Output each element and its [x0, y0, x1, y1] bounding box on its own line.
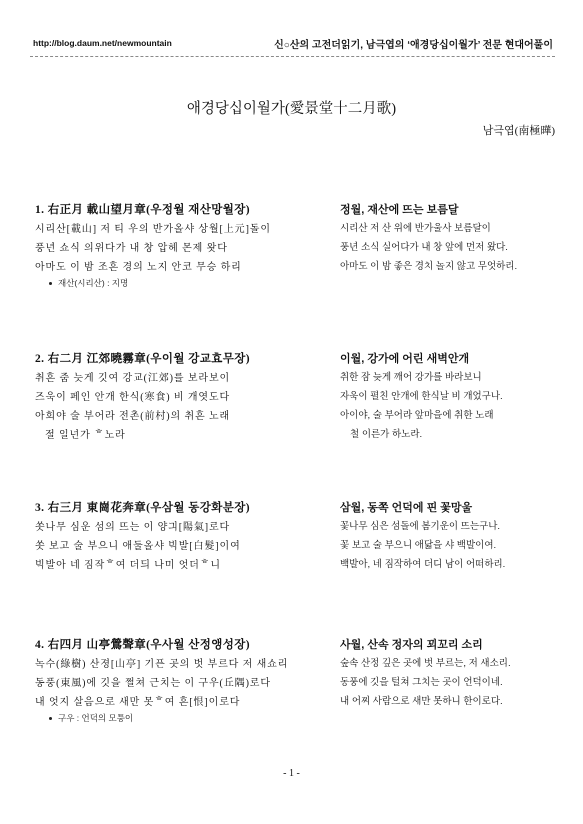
- modern-line: 시리산 저 산 위에 반가울사 보름달이: [340, 223, 491, 234]
- modern-column: [340, 349, 560, 445]
- modern-line: 풍년 소식 실어다가 내 창 앞에 먼저 왔다.: [340, 242, 508, 253]
- header-url: http://blog.daum.net/newmountain: [33, 38, 172, 48]
- modern-heading: 정월, 재산에 뜨는 보름달: [340, 204, 459, 216]
- modern-heading: 삼월, 동쪽 언덕에 핀 꽃망울: [340, 502, 473, 514]
- original-line: 취흔 줌 늣게 깃여 강교(江郊)를 보라보이: [35, 373, 231, 384]
- modern-line: 동풍에 깃을 털쳐 그치는 곳이 언덕이네.: [340, 677, 503, 688]
- modern-heading: 이월, 강가에 어린 새벽안개: [340, 353, 470, 365]
- page-number: - 1 -: [283, 768, 300, 779]
- modern-line: 꽃나무 심은 섬돌에 봄기운이 뜨는구나.: [340, 521, 501, 532]
- author: 남극엽(南極曄): [482, 125, 555, 137]
- original-line: 아희야 술 부어라 전촌(前村)의 취흔 노래: [35, 411, 231, 422]
- modern-line: 아이야, 술 부어라 앞마을에 취한 노래: [340, 410, 494, 421]
- section-4: [0, 635, 583, 747]
- original-line: 즈욱이 페인 안개 한식(寒食) 비 개엿도다: [35, 392, 231, 403]
- original-line: 내 엇지 살음으로 새만 못ᄒ여 흔[恨]이로다: [35, 697, 241, 708]
- section-1: [0, 200, 583, 312]
- modern-line: 숲속 산정 깊은 곳에 벗 부르는, 저 새소리.: [340, 658, 511, 669]
- modern-line: 백발아, 네 짐작하여 더디 남이 어떠하리.: [340, 559, 506, 570]
- modern-column: [340, 498, 560, 575]
- modern-column: [340, 200, 560, 277]
- bullet-icon: [49, 282, 52, 285]
- original-line: 빅발아 네 짐작ᄒ여 더듸 나미 엇더ᄒ니: [35, 560, 221, 571]
- bullet-icon: [49, 717, 52, 720]
- original-line: 시리산[載山] 저 티 우의 반가올샤 상월[上元]돌이: [35, 224, 271, 235]
- original-column: [35, 200, 330, 295]
- original-line: 아마도 이 밤 조흔 경의 노지 안코 무승 하리: [35, 262, 242, 273]
- footnote: [35, 712, 330, 730]
- header-title: 신○산의 고전더읽기, 남극엽의 ‘애경당십이월가’ 전문 현대어풀이: [274, 40, 553, 51]
- modern-line: 자욱이 펼친 안개에 한식날 비 개었구나.: [340, 391, 503, 402]
- modern-line: 철 이른가 하노라.: [350, 429, 423, 440]
- section-2: [0, 349, 583, 461]
- modern-column: [340, 635, 560, 712]
- section-heading: 1. 右正月 載山望月章(우정월 재산망월장): [35, 204, 250, 216]
- footnote-text: 재산(시리산) : 지명: [58, 278, 129, 288]
- original-line: 쏫나무 심운 섬의 뜨는 이 양긔[陽氣]로다: [35, 522, 231, 533]
- document-title: 애경당십이월가(愛景堂十二月歌): [186, 101, 397, 117]
- original-line: 녹수(綠樹) 산졍[山亭] 기픈 곳의 벗 부르다 저 새쇼리: [35, 659, 289, 670]
- modern-line: 꽃 보고 술 부으니 애닯을 샤 백발이여.: [340, 540, 497, 551]
- footnote: [35, 277, 330, 295]
- footnote-text: 구우 : 언덕의 모퉁이: [58, 713, 134, 723]
- original-line: 풍년 쇼식 의위다가 내 창 압헤 몬제 왓다: [35, 243, 228, 254]
- section-3: [0, 498, 583, 610]
- section-heading: 3. 右三月 東崗花奔章(우삼월 동강화분장): [35, 502, 250, 514]
- modern-line: 내 어찌 사람으로 새만 못하니 한이로다.: [340, 696, 503, 707]
- modern-line: 아마도 이 밤 좋은 경치 놀지 않고 무엇하리.: [340, 261, 518, 272]
- original-line: 동풍(東風)에 깃을 쩔쳐 근치는 이 구우(丘隅)로다: [35, 678, 271, 689]
- section-heading: 4. 右四月 山亭鶯聲章(우사월 산정앵성장): [35, 639, 250, 651]
- original-line: 절 일넌가 ᄒ노라: [45, 430, 126, 441]
- modern-line: 취한 잠 늦게 깨어 강가를 바라보니: [340, 372, 482, 383]
- original-column: [35, 349, 330, 445]
- section-heading: 2. 右二月 江郊曉霧章(우이월 강교효무장): [35, 353, 250, 365]
- header-divider: [30, 56, 555, 57]
- original-line: 쏫 보고 술 부으니 애둘올샤 빅발[白髮]이여: [35, 541, 241, 552]
- original-column: [35, 635, 330, 730]
- original-column: [35, 498, 330, 575]
- modern-heading: 사월, 산속 정자의 꾀꼬리 소리: [340, 639, 483, 651]
